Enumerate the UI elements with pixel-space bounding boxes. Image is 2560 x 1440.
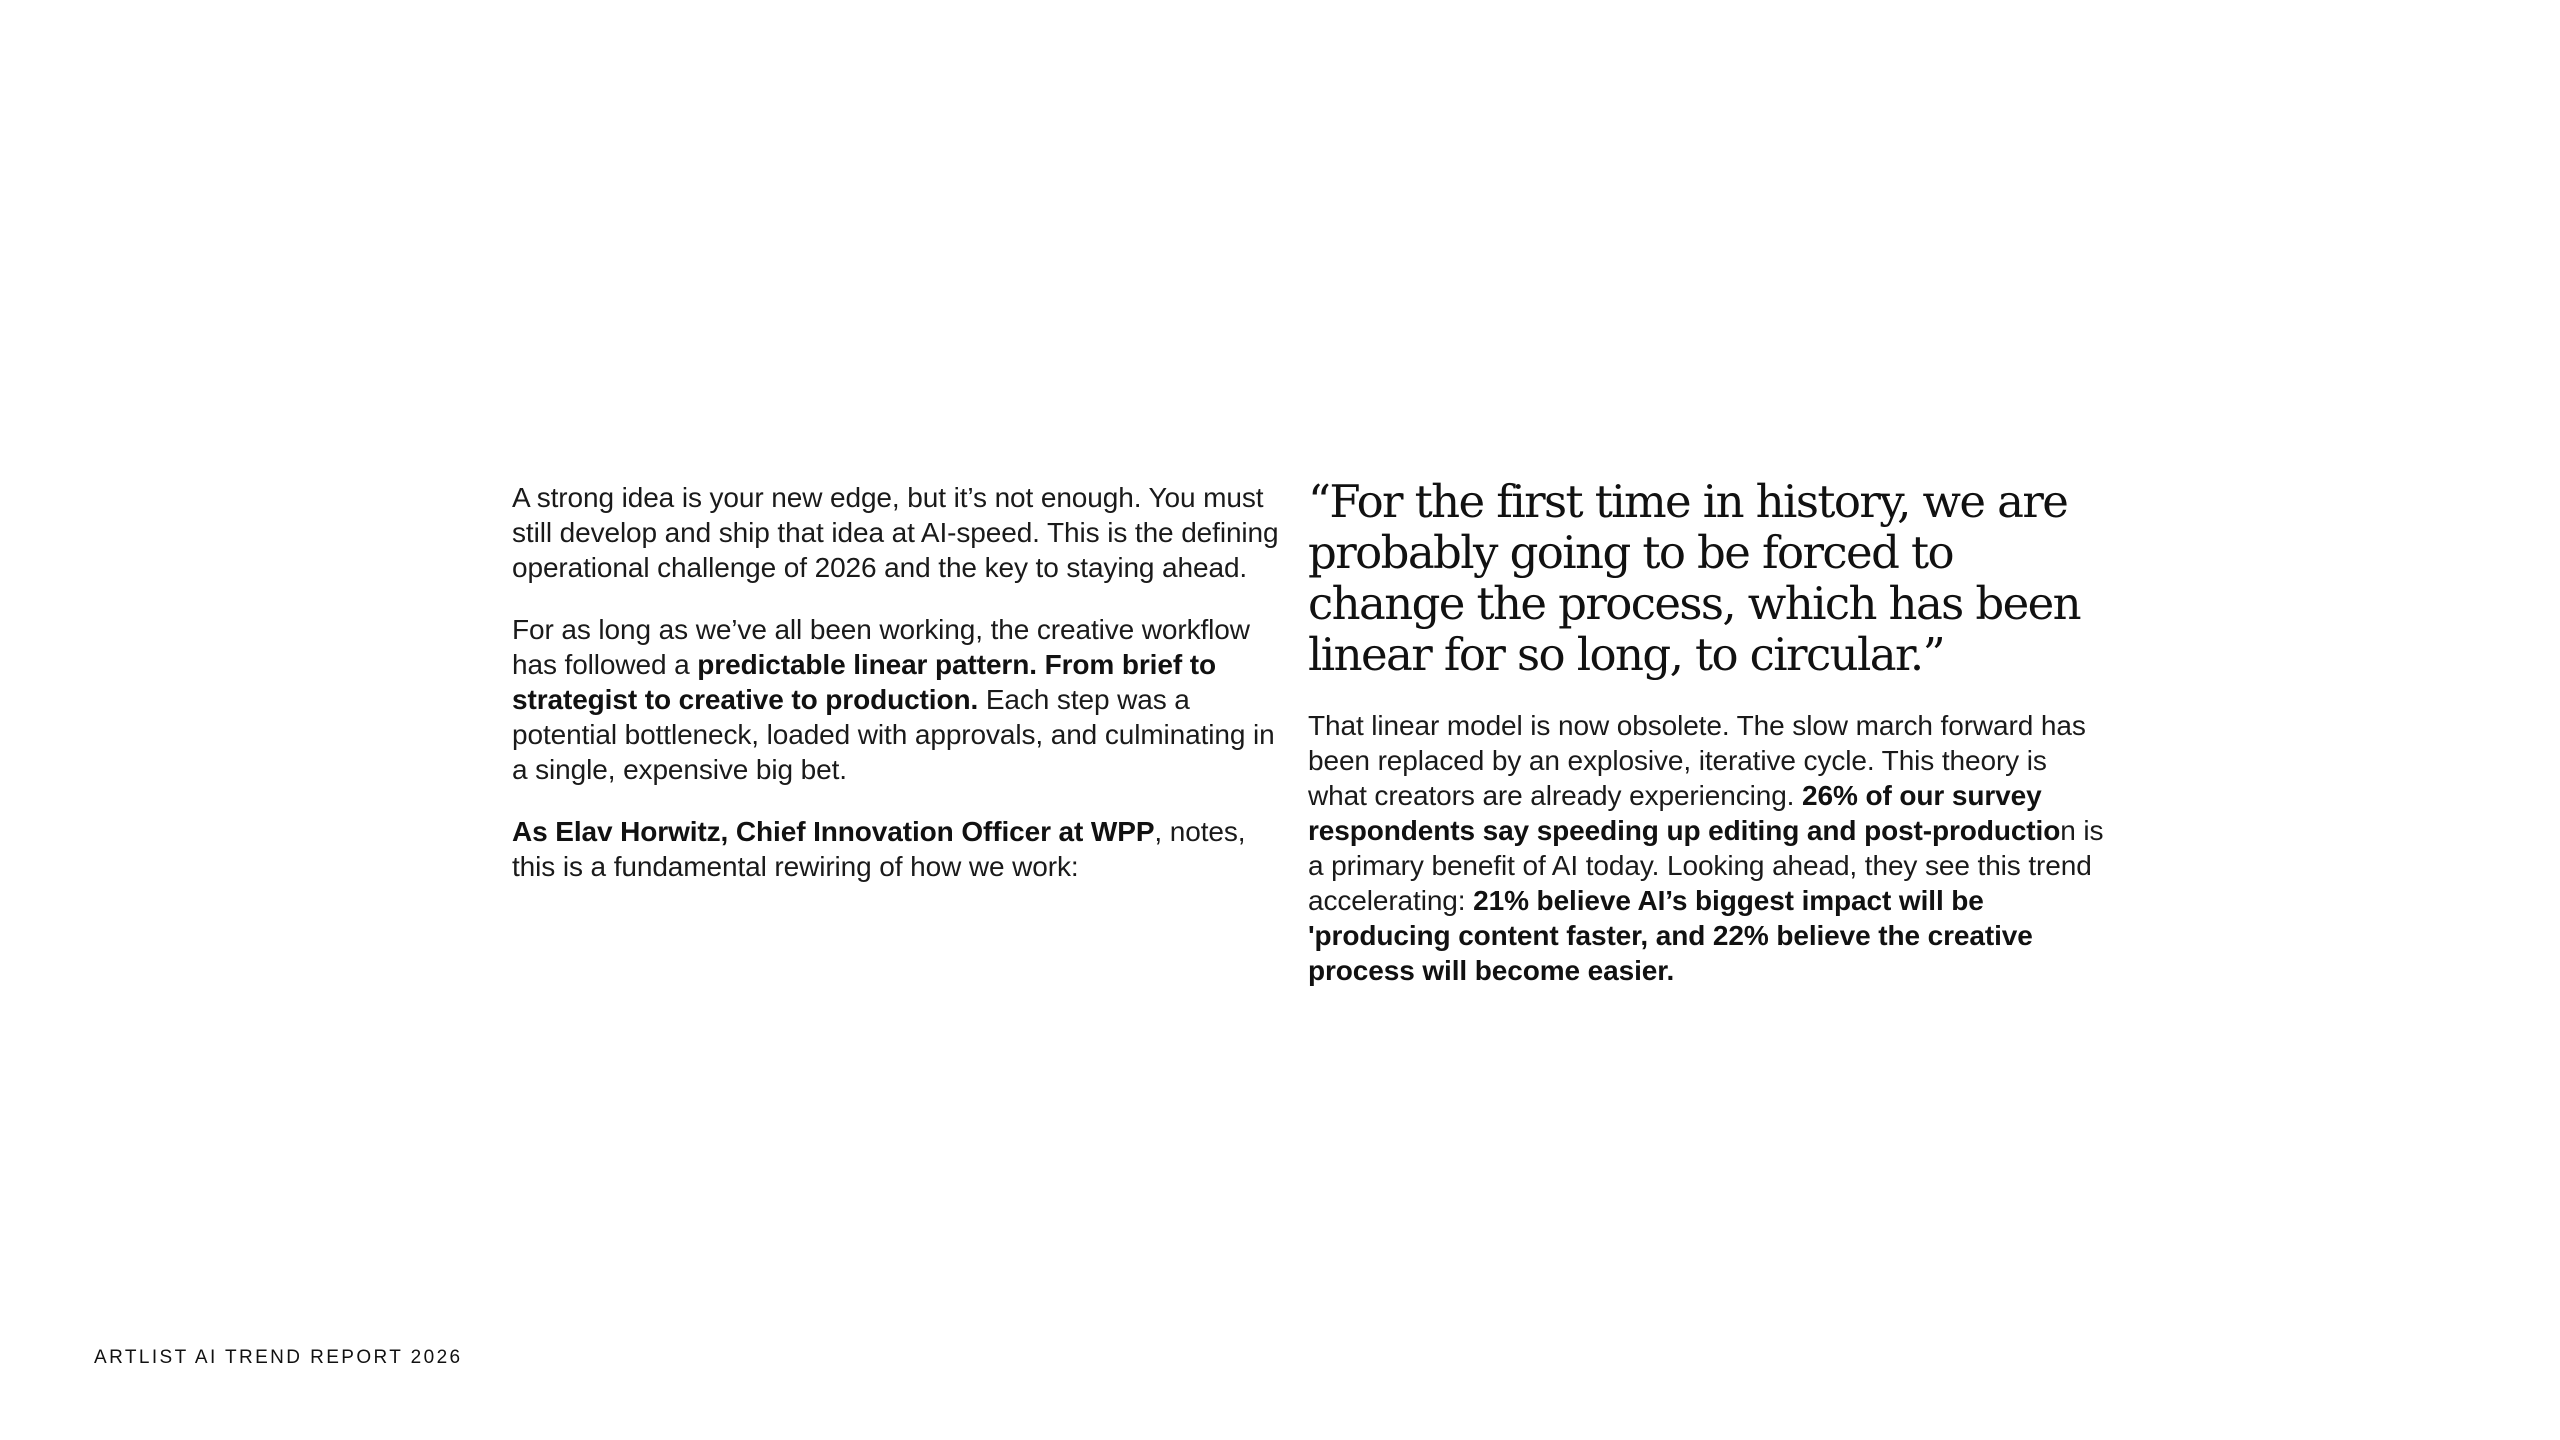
intro-paragraph: A strong idea is your new edge, but it’s not enough. You must still develop and ship that idea at AI-speed. This is the defining operational challenge of 2026 and the key to staying ahead. [512,482,1279,583]
attribution-text: , notes, this is a fundamental rewiring of how we work: [512,816,1246,882]
pull-quote: “For the first time in history, we are probably going to be forced to change the process, which has been linear for so long, to circular.” [1308,475,2081,681]
attribution-bold: As Elav Horwitz, Chief Innovation Officer at WPP [512,816,1155,847]
survey-text-1: That linear model is now obsolete. The slow march forward has been replaced by an explosive, iterative cycle. This theory is what creators are already experiencing. [1308,710,2086,811]
workflow-text-1: For as long as we’ve all been working, the creative workflow has followed a [512,614,1250,680]
left-column [512,480,1287,911]
workflow-bold: predictable linear pattern. From brief to strategist to creative to production. [512,649,1216,715]
workflow-paragraph [512,612,1287,787]
survey-paragraph [1308,708,2108,988]
survey-text-2: n is a primary benefit of AI today. Looking ahead, they see this trend accelerating: [1308,815,2104,916]
survey-bold-2: 21% believe AI’s biggest impact will be 'producing content faster, and 22% believe the creative process will become easier. [1308,885,2033,986]
workflow-text-2: Each step was a potential bottleneck, loaded with approvals, and culminating in a single, expensive big bet. [512,684,1275,785]
survey-bold-1: 26% of our survey respondents say speeding up editing and post-productio [1308,780,2061,846]
report-footer-label: ARTLIST AI TREND REPORT 2026 [94,1347,463,1368]
right-column [1308,476,2108,1015]
attribution-paragraph [512,814,1287,884]
